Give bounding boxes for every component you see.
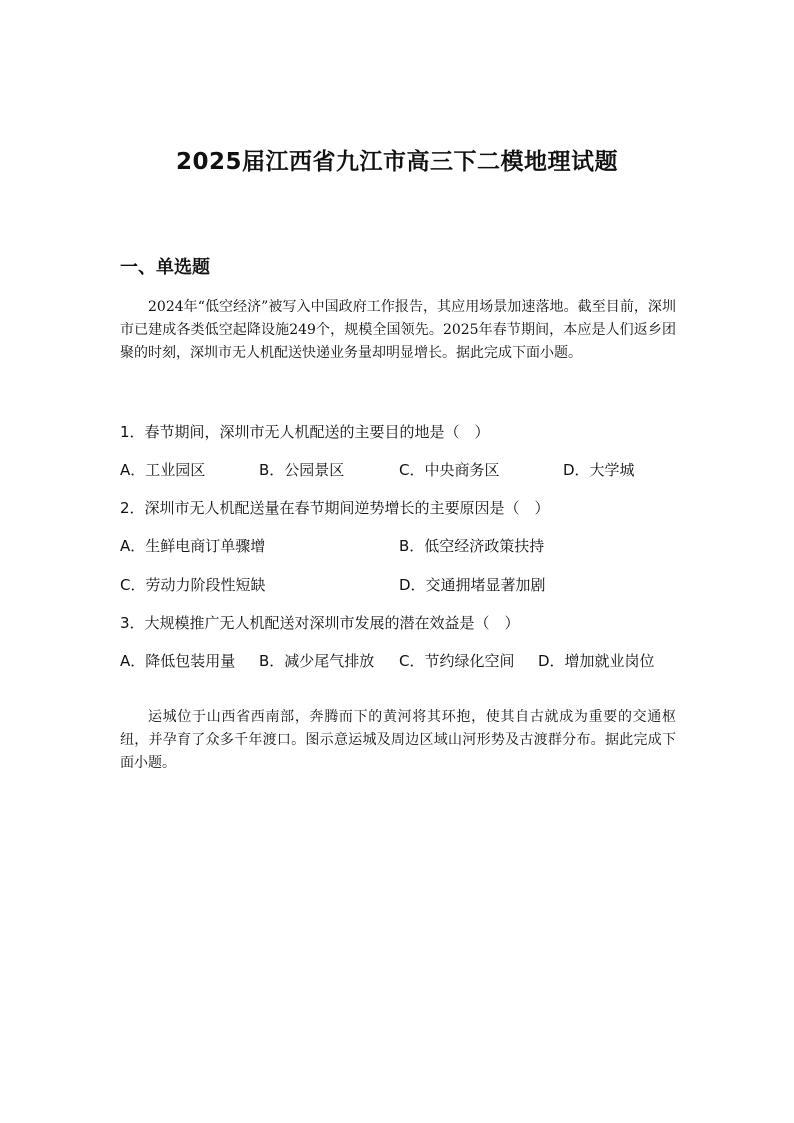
question-1-stem: 1．春节期间，深圳市无人机配送的主要目的地是（ ） — [120, 423, 490, 441]
question-3-option-d: D．增加就业岗位 — [538, 652, 655, 670]
question-1-option-a: A．工业园区 — [120, 461, 206, 479]
question-2-option-d: D．交通拥堵显著加剧 — [399, 576, 546, 594]
question-3-option-c: C．节约绿化空间 — [399, 652, 515, 670]
question-1-option-d: D．大学城 — [563, 461, 635, 479]
passage-2: 运城位于山西省西南部，奔腾而下的黄河将其环抱，使其自古就成为重要的交通枢纽，并孕育了众多千年渡口。图示意运城及周边区域山河形势及古渡群分布。据此完成下面小题。 — [120, 709, 676, 771]
page-title: 2025届江西省九江市高三下二模地理试题 — [175, 149, 618, 175]
question-3-option-b: B．减少尾气排放 — [259, 652, 375, 670]
question-1-option-c: C．中央商务区 — [399, 461, 500, 479]
passage-1: 2024年“低空经济”被写入中国政府工作报告，其应用场景加速落地。截至目前，深圳市已建成各类低空起降设施249个，规模全国领先。2025年春节期间，本应是人们返乡团聚的时刻，深圳市无人机配送快递业务量却明显增长。据此完成下面小题。 — [120, 299, 676, 361]
question-2-option-a: A．生鲜电商订单骤增 — [120, 537, 266, 555]
question-3-stem: 3．大规模推广无人机配送对深圳市发展的潜在效益是（ ） — [120, 614, 520, 632]
question-2-option-b: B．低空经济政策扶持 — [399, 537, 545, 555]
question-2-stem: 2．深圳市无人机配送量在春节期间逆势增长的主要原因是（ ） — [120, 499, 550, 517]
question-3-option-a: A．降低包装用量 — [120, 652, 236, 670]
question-2-option-c: C．劳动力阶段性短缺 — [120, 576, 266, 594]
question-1-option-b: B．公园景区 — [259, 461, 345, 479]
section-heading: 一、单选题 — [120, 257, 210, 278]
